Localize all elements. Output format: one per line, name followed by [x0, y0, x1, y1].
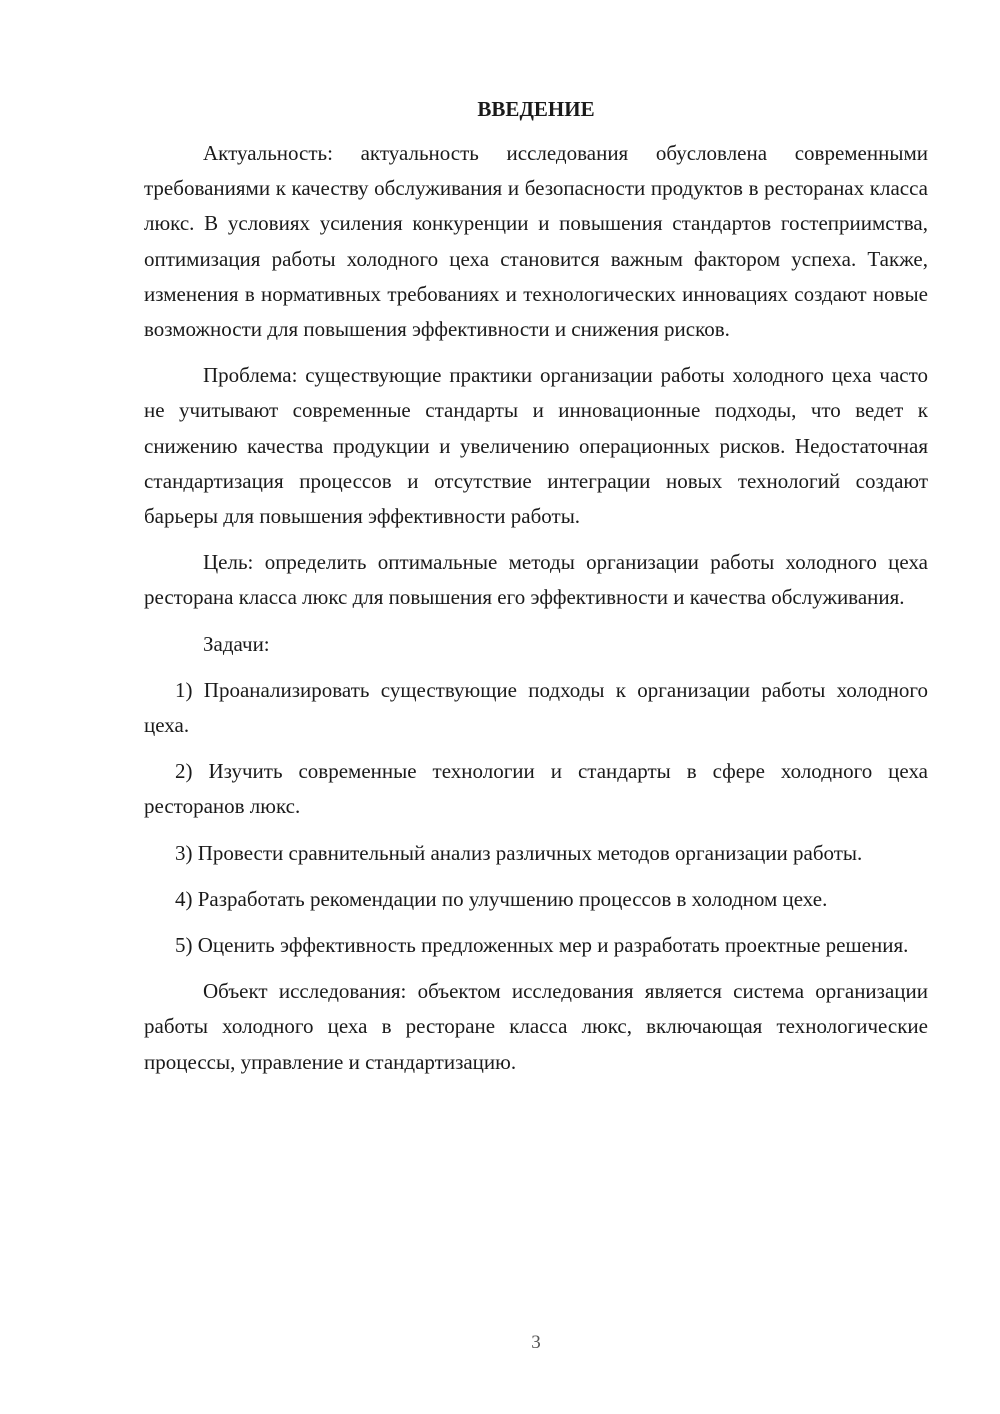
section-title: ВВЕДЕНИЕ	[477, 97, 595, 121]
tasks-heading: Задачи:	[203, 631, 270, 656]
task-item-1: 1) Проанализировать существующие подходы к организации работы холодного цеха.	[144, 677, 928, 738]
object-paragraph: Объект исследования: объектом исследования является система организации работы холодного цеха в ресторане класса люкс, включающая технологические процессы, управление и стандартизацию.	[144, 979, 928, 1074]
page-number: 3	[531, 1332, 541, 1353]
task-item-5: 5) Оценить эффективность предложенных мер и разработать проектные решения.	[175, 933, 909, 958]
task-item-4: 4) Разработать рекомендации по улучшению процессов в холодном цехе.	[175, 886, 828, 911]
relevance-paragraph: Актуальность: актуальность исследования обусловлена современными требованиями к качеству обслуживания и безопасности продуктов в ресторанах класса люкс. В условиях усиления конкуренции и повышения стандартов гостеприимства, оптимизация работы холодного цеха становится важным фактором успеха. Также, изменения в нормативных требованиях и технологических инновациях создают новые возможности для повышения эффективности и снижения рисков.	[144, 141, 928, 342]
problem-paragraph: Проблема: существующие практики организации работы холодного цеха часто не учитывают современные стандарты и инновационные подходы, что ведет к снижению качества продукции и увеличению операционных рисков. Недостаточная стандартизация процессов и отсутствие интеграции новых технологий создают барьеры для повышения эффективности работы.	[144, 363, 928, 529]
document-page	[144, 92, 928, 1080]
task-item-3: 3) Провести сравнительный анализ различных методов организации работы.	[175, 840, 863, 865]
goal-paragraph: Цель: определить оптимальные методы организации работы холодного цеха ресторана класса люкс для повышения его эффективности и качества обслуживания.	[144, 550, 928, 610]
task-item-2: 2) Изучить современные технологии и стандарты в сфере холодного цеха ресторанов люкс.	[144, 759, 928, 819]
